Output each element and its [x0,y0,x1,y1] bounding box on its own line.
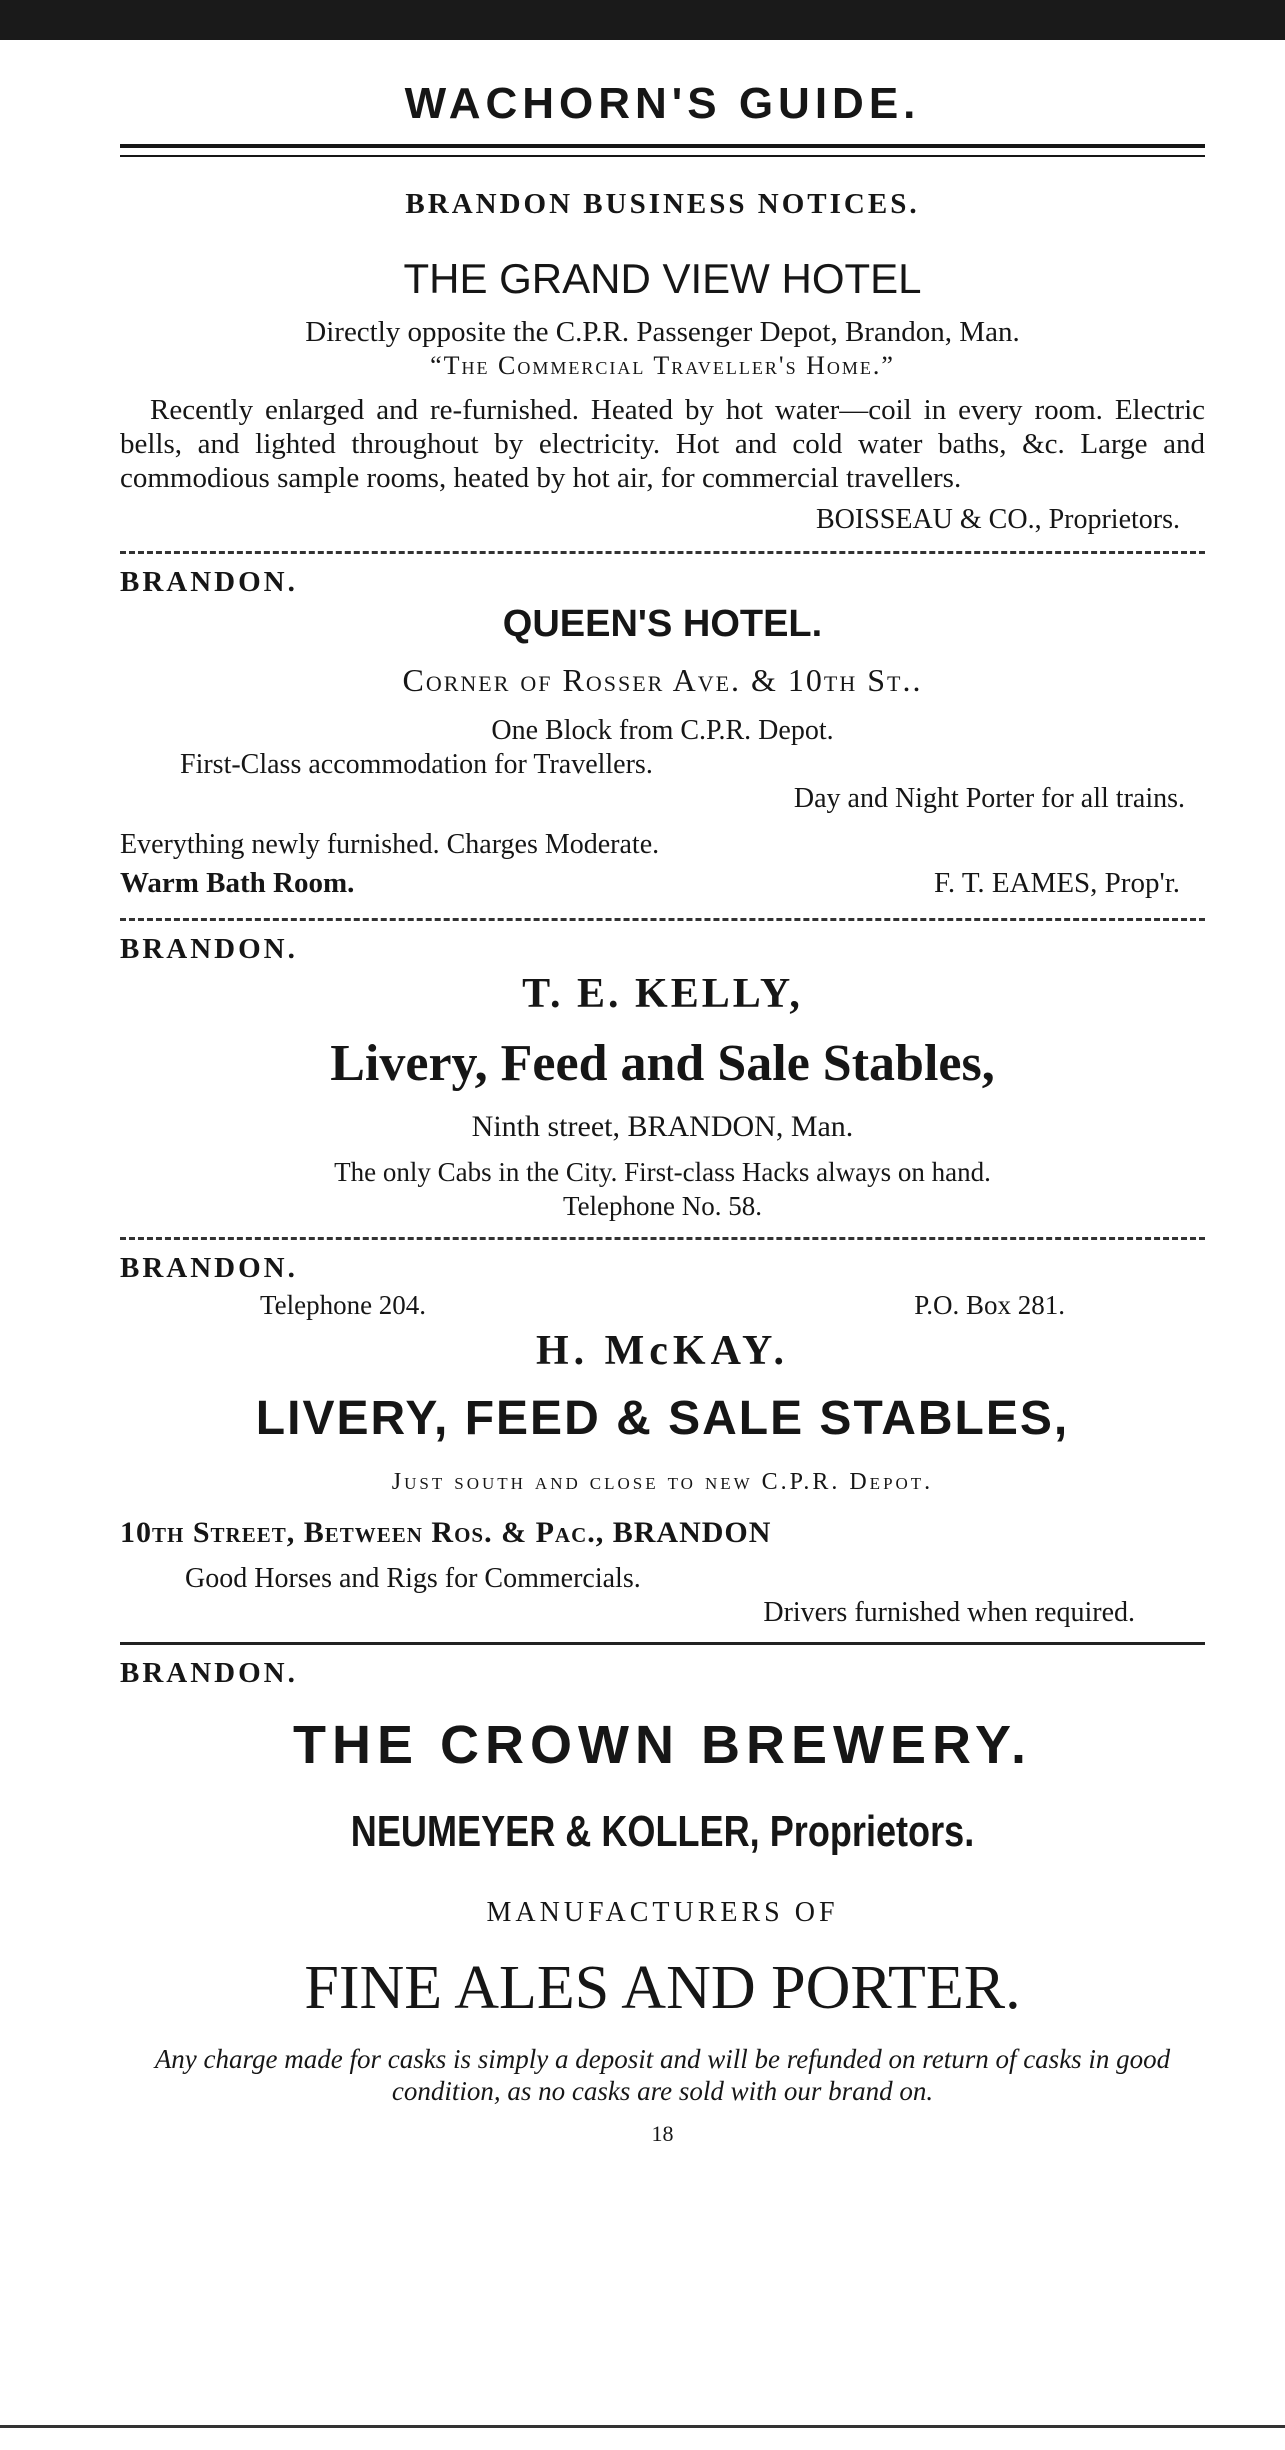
mckay-line2: Drivers furnished when required. [763,1597,1135,1628]
page-header-title: WACHORN'S GUIDE. [404,79,921,128]
kelly-telephone: Telephone No. 58. [562,1191,763,1221]
grand-view-tagline: “The Commercial Traveller's Home.” [430,351,895,380]
mckay-telephone: Telephone 204. [260,1290,427,1320]
kelly-address: Ninth street, BRANDON, Man. [471,1110,854,1143]
mckay-street: 10th Street, Between Ros. & Pac., BRANDON [120,1516,772,1549]
kelly-business: Livery, Feed and Sale Stables, [330,1035,995,1092]
crown-note: Any charge made for casks is simply a deposit and will be refunded on return of casks in good condition, as no casks are sold with our brand on. [154,2044,1171,2106]
mckay-business: LIVERY, FEED & SALE STABLES, [255,1392,1070,1445]
queens-bath: Warm Bath Room. [120,867,355,899]
separator-rule [120,551,1205,554]
guide-page [120,40,1205,2149]
queens-proprietor: F. T. EAMES, Prop'r. [934,867,1180,899]
mckay-name: H. McKAY. [535,1328,790,1374]
kelly-line1: The only Cabs in the City. First-class Hacks always on hand. [334,1157,991,1187]
crown-brewery-notice [120,1655,1205,2107]
queens-town: BRANDON. [120,566,298,598]
grand-view-proprietors: BOISSEAU & CO., Proprietors. [815,504,1180,535]
mckay-pobox: P.O. Box 281. [914,1290,1065,1320]
scan-bottom-rule [0,2425,1285,2428]
grand-view-location: Directly opposite the C.P.R. Passenger Depot, Brandon, Man. [305,316,1020,348]
mckay-location: Just south and close to new C.P.R. Depot. [391,1469,934,1495]
grand-view-name: THE GRAND VIEW HOTEL [403,255,922,302]
grand-view-description: Recently enlarged and re-furnished. Heated by hot water—coil in every room. Electric bells, and lighted throughout by electricity. Hot and cold water baths, &c. Large and commodious sample rooms, heated by hot air, for commercial travellers. [120,394,1205,494]
crown-town: BRANDON. [120,1657,298,1689]
queens-line4: Everything newly furnished. Charges Moderate. [120,829,660,860]
queens-line2: First-Class accommodation for Travellers. [180,749,653,780]
scan-top-bar [0,0,1285,40]
mckay-notice [120,1250,1205,1630]
mckay-town: BRANDON. [120,1252,298,1284]
queens-hotel-notice [120,564,1205,904]
crown-product: FINE ALES AND PORTER. [304,1954,1021,2022]
queens-line3: Day and Night Porter for all trains. [793,783,1185,814]
crown-name: THE CROWN BREWERY. [293,1715,1032,1775]
kelly-town: BRANDON. [120,933,298,965]
separator-rule [120,918,1205,921]
mckay-line1: Good Horses and Rigs for Commercials. [185,1563,641,1594]
queens-name: QUEEN'S HOTEL. [502,603,823,645]
header-rule [120,144,1205,157]
grand-view-notice [120,253,1205,537]
page-number: 18 [651,2121,674,2146]
crown-proprietors: NEUMEYER & KOLLER, Proprietors. [350,1807,975,1856]
kelly-notice [120,931,1205,1223]
crown-manufacturers: MANUFACTURERS OF [486,1897,839,1928]
kelly-name: T. E. KELLY, [522,971,803,1017]
queens-address: Corner of Rosser Ave. & 10th St.. [402,662,923,698]
separator-rule [120,1642,1205,1645]
queens-line1: One Block from C.P.R. Depot. [491,715,834,746]
separator-rule [120,1237,1205,1240]
section-title: BRANDON BUSINESS NOTICES. [405,188,920,220]
